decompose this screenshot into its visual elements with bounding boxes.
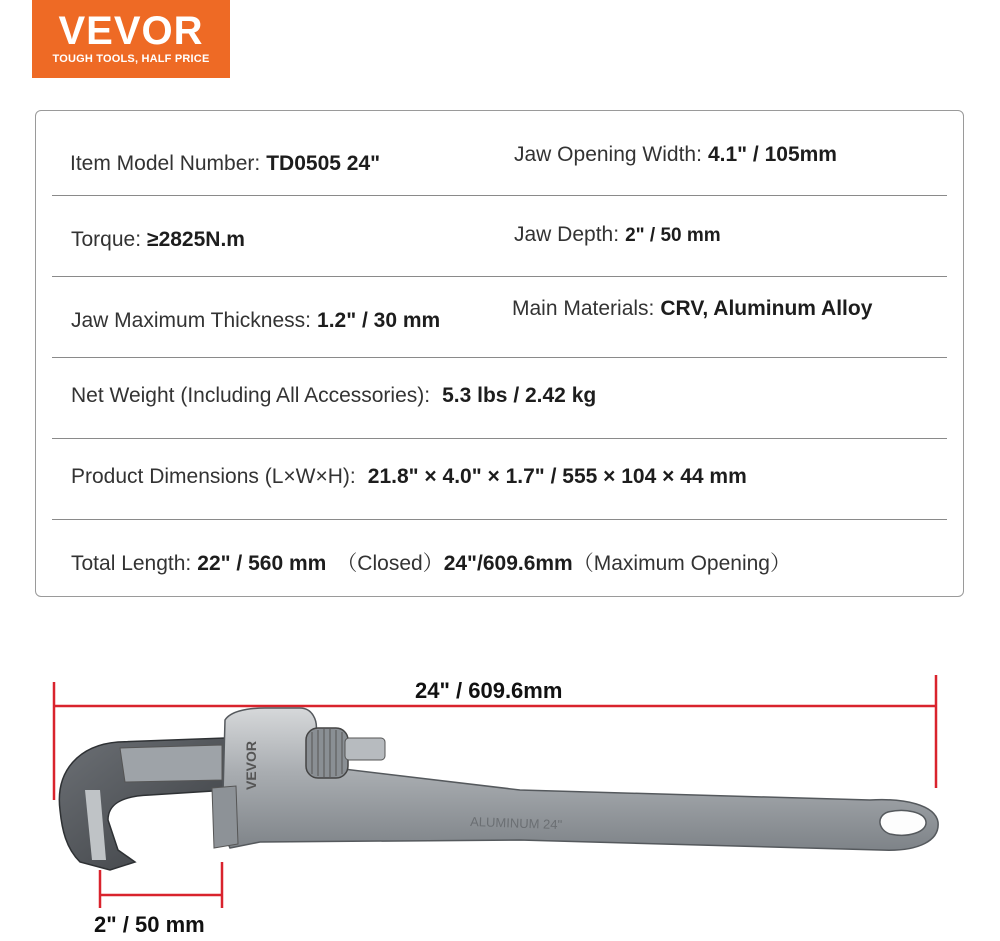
spec-value: 22" / 560 mm [197,552,327,575]
hook-jaw [59,738,228,870]
spec-note: （Closed） [336,552,444,575]
spec-label: Item Model Number: [70,152,261,175]
spec-value: 1.2" / 30 mm [317,309,441,332]
adjusting-nut [306,728,385,778]
spec-label: Main Materials: [512,297,655,320]
spec-value: 21.8" × 4.0" × 1.7" / 555 × 104 × 44 mm [367,465,747,488]
spec-label: Product Dimensions (L×W×H): [71,465,356,488]
spec-value: 4.1" / 105mm [707,143,837,166]
spec-value: ≥2825N.m [147,228,245,251]
spec-label: Torque: [71,228,142,251]
total-length-label: 24" / 609.6mm [415,678,563,703]
spec-value: 24"/609.6mm [443,552,573,575]
spec-label: Jaw Opening Width: [514,143,702,166]
spec-value: 2" / 50 mm [625,225,721,246]
wrench-brand-mark: VEVOR [243,740,259,790]
spec-value: TD0505 24" [266,152,381,175]
spec-label: Jaw Depth: [514,223,620,246]
spec-note: （Maximum Opening） [572,552,791,575]
spec-label: Jaw Maximum Thickness: [71,309,312,332]
spec-value: CRV, Aluminum Alloy [660,297,873,320]
brand-name: VEVOR [58,9,204,53]
spec-label: Total Length: [71,552,192,575]
wrench-material-mark: ALUMINUM 24" [469,814,563,833]
spec-value: 5.3 lbs / 2.42 kg [442,384,597,407]
spec-label: Net Weight (Including All Accessories): [71,384,431,407]
jaw-depth-label: 2" / 50 mm [94,912,205,937]
brand-tagline: TOUGH TOOLS, HALF PRICE [52,53,210,65]
jaw-depth-dimension [100,862,222,908]
